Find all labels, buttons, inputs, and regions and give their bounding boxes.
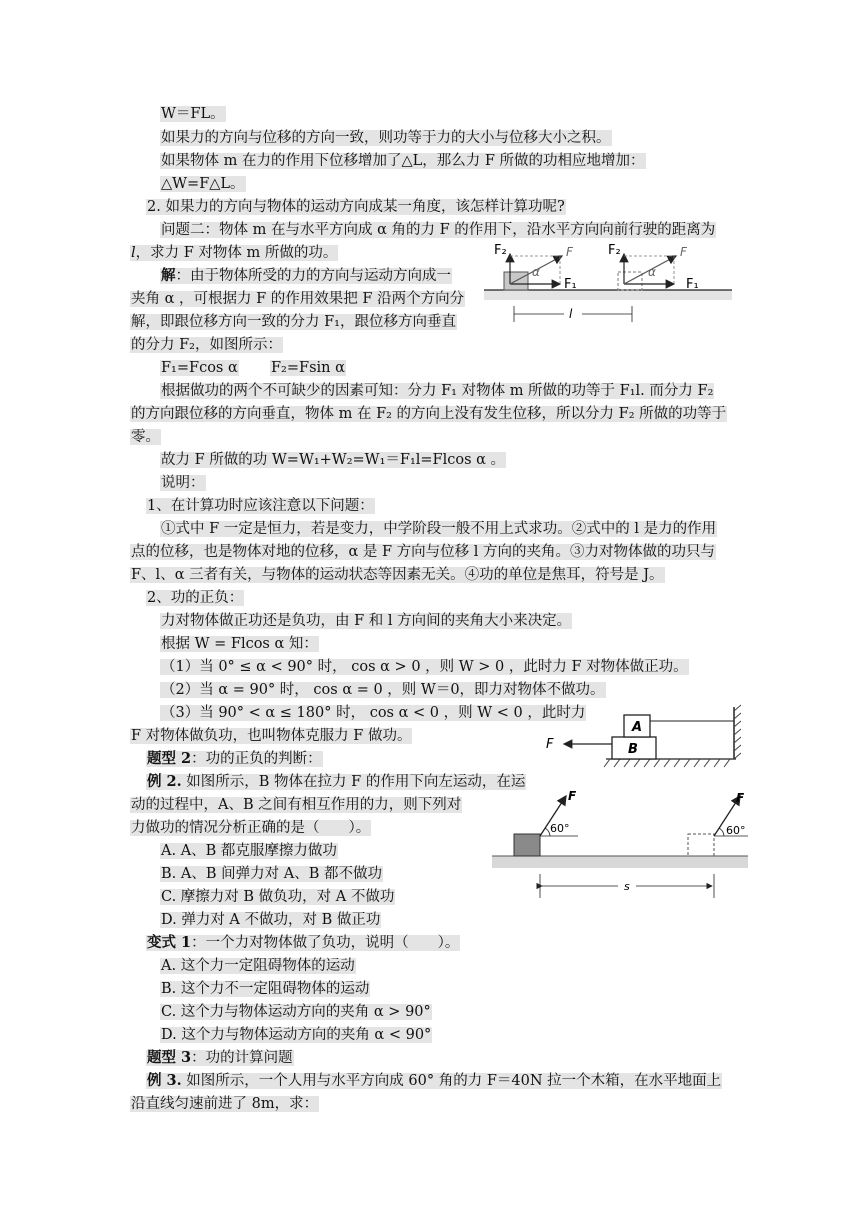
force-f-label: F [546, 737, 554, 752]
block-a-label: A [632, 720, 643, 735]
formula-f1: F₁=Fcos α [161, 360, 238, 376]
text-line: （2）当 α = 90° 时， cos α = 0 ，则 W＝0，即力对物体不做功。 [161, 682, 605, 698]
option: B. 这个力不一定阻碍物体的运动 [161, 981, 370, 997]
f1-label-right: F₁ [686, 277, 699, 292]
variant-question: 变式 1：一个力对物体做了负功，说明（ ）。 [147, 934, 460, 951]
option: D. 这个力与物体运动方向的夹角 α < 90° [161, 1027, 432, 1043]
option: C. 摩擦力对 B 做负功，对 A 不做功 [161, 889, 395, 905]
option: C. 这个力与物体运动方向的夹角 α > 90° [161, 1004, 431, 1020]
question-type-heading: 题型 2：功的正负的判断： [147, 750, 322, 767]
option: A. A、B 都克服摩擦力做功 [161, 843, 337, 859]
question-type-heading: 题型 3：功的计算问题 [147, 1049, 293, 1066]
text-line: 如果力的方向与位移的方向一致，则功等于力的大小与位移大小之积。 [161, 130, 611, 146]
text-line: 故力 F 所做的功 W=W₁+W₂=W₁＝F₁l=Flcos α 。 [161, 452, 506, 468]
example-question: 例 2. 如图所示，B 物体在拉力 F 的作用下向左运动，在运 [147, 773, 526, 790]
example-question: 例 3. 如图所示，一个人用与水平方向成 60° 角的力 F＝40N 拉一个木箱，在水平地面上 [147, 1072, 722, 1089]
text-line: 的分力 F₂，如图所示： [131, 337, 282, 353]
box-pull-figure [490, 788, 750, 904]
text-line: 2、功的正负： [147, 590, 244, 606]
option: D. 弹力对 A 不做功，对 B 做正功 [161, 912, 381, 928]
f-label: F [566, 245, 573, 259]
text-line: 说明： [161, 475, 205, 491]
text-line: 的方向跟位移的方向垂直，物体 m 在 F₂ 的方向上没有发生位移，所以分力 F₂ 所做的功等于 [131, 406, 727, 422]
text-line: F、l、α 三者有关，与物体的运动状态等因素无关。④功的单位是焦耳，符号是 J。 [131, 567, 664, 583]
text-line: W＝FL。 [161, 106, 225, 122]
alpha-label-right: α [648, 265, 656, 279]
text-line: （1）当 0° ≤ α < 90° 时， cos α > 0 ，则 W > 0 ，此时力 F 对物体做正功。 [161, 659, 688, 675]
text-line: 解：由于物体所受的力的方向与运动方向成一 [161, 267, 451, 284]
force-f-label-right: F [736, 791, 745, 805]
displacement-label: l [569, 307, 573, 321]
f2-label: F₂ [494, 243, 507, 258]
text-line: 根据做功的两个不可缺少的因素可知：分力 F₁ 对物体 m 所做的功等于 F₁l. 而分力 F₂ [161, 383, 714, 399]
text-line: 点的位移，也是物体对地的位移，α 是 F 方向与位移 l 方向的夹角。③力对物体做的功只与 [131, 544, 716, 560]
text-line: 如果物体 m 在力的作用下位移增加了△L，那么力 F 所做的功相应地增加： [161, 153, 645, 169]
text-line: 夹角 α ，可根据力 F 的作用效果把 F 沿两个方向分 [131, 291, 465, 307]
force-decomposition-figure [480, 238, 736, 334]
f1-label: F₁ [564, 277, 577, 292]
f2-label-right: F₂ [608, 243, 621, 258]
text-line: 动的过程中，A、B 之间有相互作用的力，则下列对 [131, 797, 462, 813]
block-b-label: B [628, 742, 638, 757]
text-line: 问题二：物体 m 在与水平方向成 α 角的力 F 的作用下，沿水平方向向前行驶的距离为 [161, 222, 716, 238]
alpha-label: α [532, 265, 540, 279]
text-line: F 对物体做负功，也叫物体克服力 F 做功。 [131, 728, 412, 744]
text-line: 力做功的情况分析正确的是（ ）。 [131, 820, 371, 836]
text-line: 沿直线匀速前进了 8m，求： [131, 1096, 319, 1112]
section-heading: 2. 如果力的方向与物体的运动方向成某一角度，该怎样计算功呢? [147, 199, 565, 215]
option: B. A、B 间弹力对 A、B 都不做功 [161, 866, 382, 882]
text-line: ①式中 F 一定是恒力，若是变力，中学阶段一般不用上式求功。②式中的 l 是力的作用 [161, 521, 717, 537]
option: A. 这个力一定阻碍物体的运动 [161, 958, 355, 974]
angle-label: 60° [550, 822, 570, 835]
angle-label-right: 60° [726, 824, 746, 837]
text-line: 零。 [131, 429, 160, 445]
text-line: 解，即跟位移方向一致的分力 F₁，跟位移方向垂直 [131, 314, 456, 330]
formula-f2: F₂=Fsin α [271, 360, 345, 376]
text-line: 力对物体做正功还是负功，由 F 和 l 方向间的夹角大小来决定。 [161, 613, 572, 629]
text-line: l，求力 F 对物体 m 所做的功。 [131, 245, 338, 261]
text-line: 1、在计算功时应该注意以下问题： [147, 498, 374, 514]
f-label-right: F [680, 245, 687, 259]
text-line: △W=F△L。 [161, 176, 245, 192]
text-line: 根据 W = Flcos α 知： [161, 636, 318, 652]
blocks-ab-figure [544, 703, 744, 769]
text-line: （3）当 90° < α ≤ 180° 时， cos α < 0 ，则 W < 0 ，此时力 [161, 705, 586, 721]
displacement-s-label: s [624, 880, 630, 893]
force-f-label: F [568, 789, 577, 803]
